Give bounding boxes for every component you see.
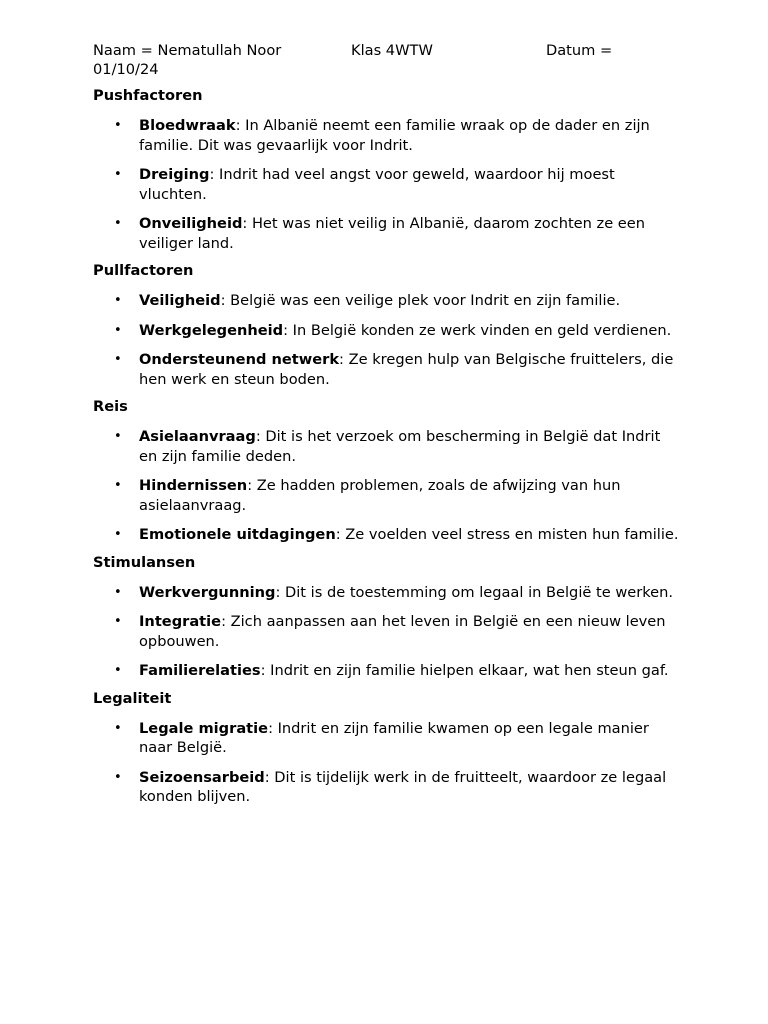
item-term: Legale migratie bbox=[139, 719, 269, 737]
section-legaliteit bbox=[93, 689, 683, 807]
item-term: Familierelaties bbox=[139, 662, 261, 679]
item-term: Veiligheid bbox=[139, 292, 221, 309]
item-text: : Indrit had veel angst voor geweld, waardoor hij moest vluchten. bbox=[139, 166, 615, 203]
bullet-icon: • bbox=[114, 584, 122, 600]
list-item bbox=[93, 661, 683, 681]
list-item bbox=[93, 768, 683, 807]
list-item bbox=[93, 321, 683, 341]
section-title: Legaliteit bbox=[93, 689, 172, 707]
section-reis bbox=[93, 397, 683, 545]
section-title: Stimulansen bbox=[93, 553, 196, 571]
item-text: : Ze kregen hulp van Belgische fruittelers, die hen werk en steun boden. bbox=[139, 351, 674, 388]
item-term: Werkvergunning bbox=[139, 583, 276, 601]
bullet-icon: • bbox=[114, 322, 122, 338]
bullet-list bbox=[93, 583, 683, 681]
item-term: Asielaanvraag bbox=[139, 428, 256, 445]
bullet-icon: • bbox=[114, 118, 122, 133]
item-text: : In Albanië neemt een familie wraak op de dader en zijn familie. Dit was gevaarlijk voor Indrit. bbox=[139, 117, 650, 154]
bullet-icon: • bbox=[114, 352, 122, 367]
section-pullfactoren bbox=[93, 261, 683, 389]
section-stimulansen bbox=[93, 553, 683, 681]
item-term: Werkgelegenheid bbox=[139, 321, 284, 339]
document-body bbox=[93, 86, 683, 815]
item-term: Emotionele uitdagingen bbox=[139, 526, 336, 543]
date-label: Datum = bbox=[546, 42, 613, 59]
bullet-icon: • bbox=[114, 216, 122, 231]
bullet-icon: • bbox=[114, 614, 122, 629]
bullet-icon: • bbox=[114, 293, 122, 308]
item-text: : Dit is de toestemming om legaal in België te werken. bbox=[275, 583, 674, 601]
section-title: Reis bbox=[93, 398, 128, 415]
student-name: Naam = Nematullah Noor bbox=[93, 42, 282, 59]
item-text: : Indrit en zijn familie kwamen op een legale manier naar België. bbox=[139, 719, 649, 756]
list-item bbox=[93, 350, 683, 389]
date-value: 01/10/24 bbox=[93, 61, 159, 78]
bullet-list bbox=[93, 719, 683, 807]
section-title: Pullfactoren bbox=[93, 262, 194, 279]
item-term: Bloedwraak bbox=[139, 117, 236, 134]
item-term: Dreiging bbox=[139, 166, 210, 183]
bullet-icon: • bbox=[114, 429, 122, 444]
item-term: Ondersteunend netwerk bbox=[139, 351, 340, 368]
item-text: : België was een veilige plek voor Indrit en zijn familie. bbox=[220, 292, 621, 309]
item-text: : Indrit en zijn familie hielpen elkaar, wat hen steun gaf. bbox=[260, 662, 669, 679]
bullet-list bbox=[93, 116, 683, 253]
list-item bbox=[93, 427, 683, 466]
item-term: Seizoensarbeid bbox=[139, 768, 265, 786]
list-item bbox=[93, 583, 683, 603]
bullet-icon: • bbox=[114, 167, 122, 182]
item-term: Integratie bbox=[139, 613, 222, 630]
item-term: Hindernissen bbox=[139, 477, 248, 494]
section-title: Pushfactoren bbox=[93, 87, 203, 104]
bullet-list bbox=[93, 427, 683, 545]
bullet-icon: • bbox=[114, 527, 122, 542]
item-term: Onveiligheid bbox=[139, 215, 243, 232]
bullet-icon: • bbox=[114, 663, 122, 678]
list-item bbox=[93, 525, 683, 545]
list-item bbox=[93, 214, 683, 253]
list-item bbox=[93, 116, 683, 155]
bullet-icon: • bbox=[114, 478, 122, 493]
item-text: : Dit is tijdelijk werk in de fruitteelt, waardoor ze legaal konden blijven. bbox=[139, 768, 667, 805]
bullet-list bbox=[93, 291, 683, 389]
list-item bbox=[93, 476, 683, 515]
class-label: Klas 4WTW bbox=[351, 42, 433, 59]
item-text: : Dit is het verzoek om bescherming in België dat Indrit en zijn familie deden. bbox=[139, 428, 661, 465]
item-text: : Het was niet veilig in Albanië, daarom zochten ze een veiliger land. bbox=[139, 215, 646, 252]
bullet-icon: • bbox=[114, 720, 122, 736]
item-text: : In België konden ze werk vinden en geld verdienen. bbox=[283, 321, 672, 339]
list-item bbox=[93, 719, 683, 758]
list-item bbox=[93, 612, 683, 651]
item-text: : Ze voelden veel stress en misten hun familie. bbox=[335, 526, 679, 543]
item-text: : Zich aanpassen aan het leven in België en een nieuw leven opbouwen. bbox=[139, 613, 666, 650]
bullet-icon: • bbox=[114, 769, 122, 785]
list-item bbox=[93, 291, 683, 311]
section-pushfactoren bbox=[93, 86, 683, 253]
list-item bbox=[93, 165, 683, 204]
item-text: : Ze hadden problemen, zoals de afwijzing van hun asielaanvraag. bbox=[139, 477, 621, 514]
